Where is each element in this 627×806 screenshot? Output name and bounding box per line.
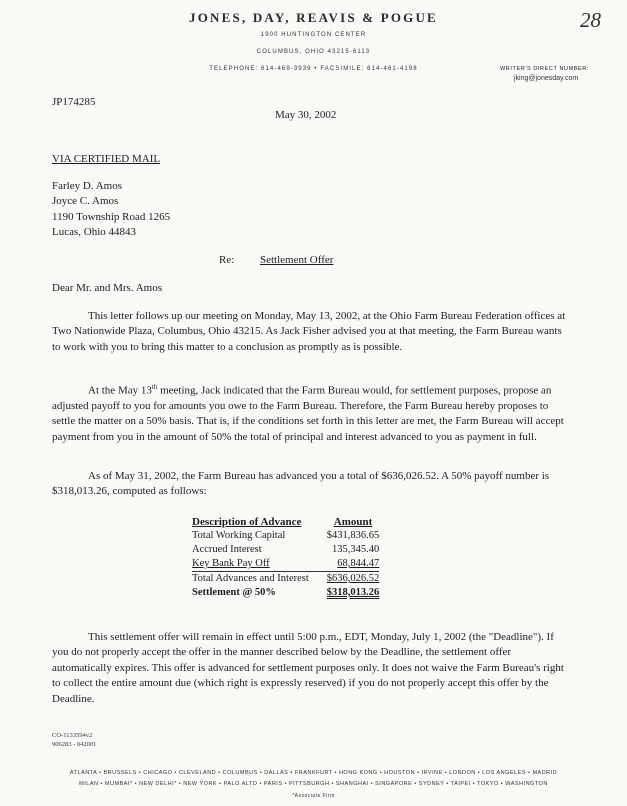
re-label: Re: bbox=[219, 254, 235, 266]
footer-associate-note: *Associate Firm bbox=[292, 793, 335, 799]
recipient-address bbox=[52, 179, 170, 241]
advance-table bbox=[192, 515, 379, 600]
table-header-row bbox=[192, 515, 379, 529]
recipient-line: Joyce C. Amos bbox=[52, 195, 119, 208]
table-row bbox=[192, 572, 379, 587]
firm-phone-line: TELEPHONE: 614-469-3939 • FACSIMILE: 614-461-4198 bbox=[209, 66, 418, 72]
ordinal-suffix: th bbox=[151, 383, 158, 391]
recipient-line: Farley D. Amos bbox=[52, 180, 122, 192]
document-code: CO-1133594v2 bbox=[52, 732, 93, 739]
table-cell-amount: 135,345.40 bbox=[332, 544, 380, 555]
footer-cities-line2: MILAN • MUMBAI* • NEW DELHI* • NEW YORK • PALO ALTO • PARIS • PITTSBURGH • SHANGHAI • SINGAPORE • SYDNEY • TAIPEI • TOKYO • WASHINGTON bbox=[79, 781, 548, 787]
firm-name: JONES, DAY, REAVIS & POGUE bbox=[189, 10, 438, 25]
paragraph-settlement-proposal bbox=[52, 380, 572, 445]
firm-address-line2: COLUMBUS, OHIO 43215-6113 bbox=[256, 49, 371, 55]
table-cell-label: Total Working Capital bbox=[192, 530, 286, 541]
table-cell-amount: $431,836.65 bbox=[326, 530, 380, 541]
letter-date: May 30, 2002 bbox=[275, 109, 337, 121]
delivery-method: VIA CERTIFIED MAIL bbox=[52, 153, 161, 165]
table-row bbox=[192, 529, 379, 543]
document-codes bbox=[52, 731, 96, 749]
table-cell-label: Accrued Interest bbox=[192, 544, 262, 555]
table-header-amount: Amount bbox=[333, 516, 373, 528]
file-reference: JP174285 bbox=[52, 96, 96, 108]
table-header-description: Description of Advance bbox=[192, 516, 302, 528]
table-cell-amount: $318,013.26 bbox=[326, 587, 380, 598]
salutation: Dear Mr. and Mrs. Amos bbox=[52, 282, 162, 294]
paragraph-text: At the May 13 bbox=[88, 384, 152, 397]
table-cell-label: Settlement @ 50% bbox=[192, 587, 276, 598]
paragraph-meeting-followup: This letter follows up our meeting on Monday, May 13, 2002, at the Ohio Farm Bureau Federation offices at Two Nationwide Plaza, Columbus, Ohio 43215. As Jack Fisher advised you at that meeting, the Farm Bureau wants to work with you to bring this matter to a conclusion as promptly as is possible. bbox=[52, 310, 566, 353]
table-row bbox=[192, 543, 379, 557]
writer-email: jking@jonesday.com bbox=[514, 75, 579, 82]
handwritten-page-mark: 28 bbox=[580, 8, 601, 32]
document-code: 906283 - 042001 bbox=[52, 741, 97, 748]
recipient-line: Lucas, Ohio 44843 bbox=[52, 226, 137, 239]
re-subject: Settlement Offer bbox=[260, 254, 334, 266]
table-row-total bbox=[192, 586, 379, 600]
table-cell-amount: $636,026.52 bbox=[309, 572, 380, 587]
paragraph-payoff-amount: As of May 31, 2002, the Farm Bureau has advanced you a total of $636,026.52. A 50% payoff number is $318,013.26, computed as follows: bbox=[52, 470, 550, 498]
footer-cities-line1: ATLANTA • BRUSSELS • CHICAGO • CLEVELAND • COLUMBUS • DALLAS • FRANKFURT • HONG KONG • HOUSTON • IRVINE • LONDON • LOS ANGELES • MADRID bbox=[69, 770, 558, 776]
paragraph-text: meeting, Jack indicated that the Farm Bureau would, for settlement purposes, propose an adjusted payoff to you for amounts you owe to the Farm Bureau. Therefore, the Farm Bureau hereby proposes to settle the matter on a 50% basis. That is, if the conditions set forth in this letter are met, the Farm Bureau will accept payment from you in the amount of 50% the total of principal and interest advanced to you as payment in full. bbox=[52, 384, 564, 443]
table-cell-label: Key Bank Pay Off bbox=[192, 558, 270, 569]
table-cell-amount: 68,844.47 bbox=[337, 558, 380, 569]
firm-address-line1: 1900 HUNTINGTON CENTER bbox=[260, 32, 367, 38]
paragraph-deadline: This settlement offer will remain in effect until 5:00 p.m., EDT, Monday, July 1, 2002 (the "Deadline"). If you do not properly accept the offer in the manner described below by the Deadline, the settlement offer automatically expires. This offer is advanced for settlement purposes only. It does not waive the Farm Bureau's right to collect the entire amount due (which right is expressly reserved) if you do not properly accept this offer by the Deadline. bbox=[52, 631, 564, 705]
recipient-line: 1190 Township Road 1265 bbox=[52, 210, 171, 223]
writer-direct-number: WRITER'S DIRECT NUMBER: bbox=[500, 66, 590, 72]
table-row bbox=[192, 557, 379, 572]
table-cell-label: Total Advances and Interest bbox=[192, 573, 309, 584]
